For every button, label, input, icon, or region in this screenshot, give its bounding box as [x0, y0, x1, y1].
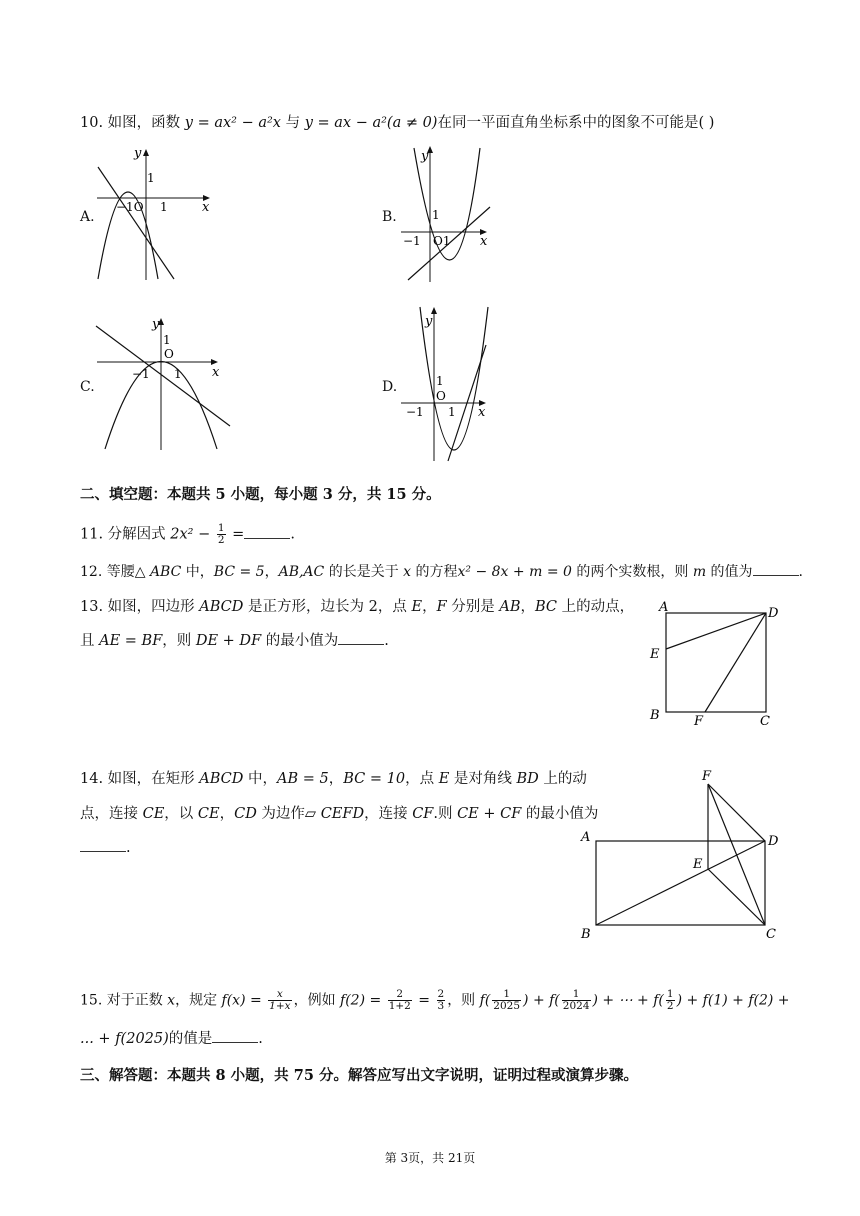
q15-line1: 15. 对于正数 x，规定 f(x) = $\frac{x}{1+x}$ ，例如 f(2) = $\frac{2}{1+2}$ = $\frac{2}{3}$ ，则 f( $\frac{1}{2025}$ ) + f( $\frac{1}{2024}$ ) + ⋯ + f( $\frac{1}{2}$ ) + f(1) + f(2) +: [80, 988, 790, 1012]
q13-point-d: D: [768, 606, 779, 621]
graph-b-x-label: x: [480, 234, 488, 249]
graph-c-neg-one: −1: [132, 367, 150, 381]
graph-b-one-y: 1: [432, 208, 440, 222]
graph-c-o: O: [164, 347, 174, 361]
graph-d-y-label: y: [425, 314, 433, 329]
graph-c-y-label: y: [152, 317, 160, 332]
q14-point-c: C: [766, 927, 776, 942]
graph-d-neg-one: −1: [406, 405, 424, 419]
q14-line1: 14. 如图，在矩形 ABCD 中，AB = 5，BC = 10，点 E 是对角线 BD 上的动: [80, 771, 587, 787]
graph-b: [398, 142, 498, 287]
q14-point-f: F: [702, 769, 712, 784]
q14-point-a: A: [581, 830, 591, 845]
q13-figure: [645, 598, 785, 733]
q14-answer-blank: [80, 839, 126, 852]
q13-line1: 13. 如图，四边形 ABCD 是正方形，边长为 2，点 E，F 分别是 AB，BC 上的动点，: [80, 599, 635, 615]
section-3-heading: 三、解答题：本题共 8 小题，共 75 分。解答应写出文字说明，证明过程或演算步骤。: [80, 1067, 638, 1084]
q15-answer-blank: [212, 1030, 258, 1043]
q14-line2: 点，连接 CE，以 CE，CD 为边作▱ CEFD，连接 CF.则 CE + CF 的最小值为: [80, 806, 599, 822]
graph-b-neg-one: −1: [403, 234, 421, 248]
q13-answer-blank: [338, 632, 384, 645]
graph-d-one-y: 1: [436, 374, 444, 388]
graph-a-x-label: x: [202, 200, 210, 215]
q13-point-f: F: [694, 714, 704, 729]
q12: 12. 等腰△ ABC 中，BC = 5，AB,AC 的长是关于 x 的方程x² − 8x + m = 0 的两个实数根，则 m 的值为 .: [80, 564, 803, 580]
graph-a-neg-one-o: −1O: [116, 200, 144, 214]
page-footer: 第 3页，共 21页: [384, 1151, 476, 1165]
q11-answer-blank: [244, 526, 290, 539]
option-d-label: D.: [382, 379, 398, 395]
graph-a-y-label: y: [134, 146, 142, 161]
graph-d-one-x: 1: [448, 405, 456, 419]
graph-d: [398, 303, 498, 465]
graph-a: [92, 145, 217, 285]
graph-d-o: O: [436, 389, 446, 403]
graph-c-one-x: 1: [174, 367, 182, 381]
q15-line2: ... + f(2025)的值是 .: [80, 1031, 263, 1047]
q14-figure: [575, 765, 785, 945]
graph-b-o-one: O1: [433, 234, 451, 248]
graph-b-y-label: y: [421, 149, 429, 164]
graph-a-one-y: 1: [147, 171, 155, 185]
q12-answer-blank: [753, 563, 799, 576]
graph-a-one-x: 1: [160, 200, 168, 214]
section-2-heading: 二、填空题：本题共 5 小题，每小题 3 分，共 15 分。: [80, 486, 441, 503]
q13-line2: 且 AE = BF，则 DE + DF 的最小值为 .: [80, 633, 389, 649]
q14-point-d: D: [768, 834, 779, 849]
option-b-label: B.: [382, 209, 397, 225]
q14-line3: .: [80, 838, 131, 858]
q14-point-e: E: [693, 857, 703, 872]
q13-point-b: B: [650, 708, 660, 723]
q13-point-a: A: [659, 600, 669, 615]
graph-c-x-label: x: [212, 365, 220, 380]
graph-d-x-label: x: [478, 405, 486, 420]
q14-point-b: B: [581, 927, 591, 942]
option-c-label: C.: [80, 379, 95, 395]
graph-c-one-y: 1: [163, 333, 171, 347]
graph-c: [92, 314, 232, 454]
option-a-label: A.: [80, 209, 95, 225]
q10-stem: 10. 如图，函数 y = ax² − a²x 与 y = ax − a²(a ≠ 0)在同一平面直角坐标系中的图象不可能是( ): [80, 115, 715, 131]
q13-point-e: E: [650, 647, 660, 662]
q11: 11. 分解因式 2x² − $\frac{1}{2}$ = .: [80, 522, 295, 546]
q13-point-c: C: [760, 714, 770, 729]
